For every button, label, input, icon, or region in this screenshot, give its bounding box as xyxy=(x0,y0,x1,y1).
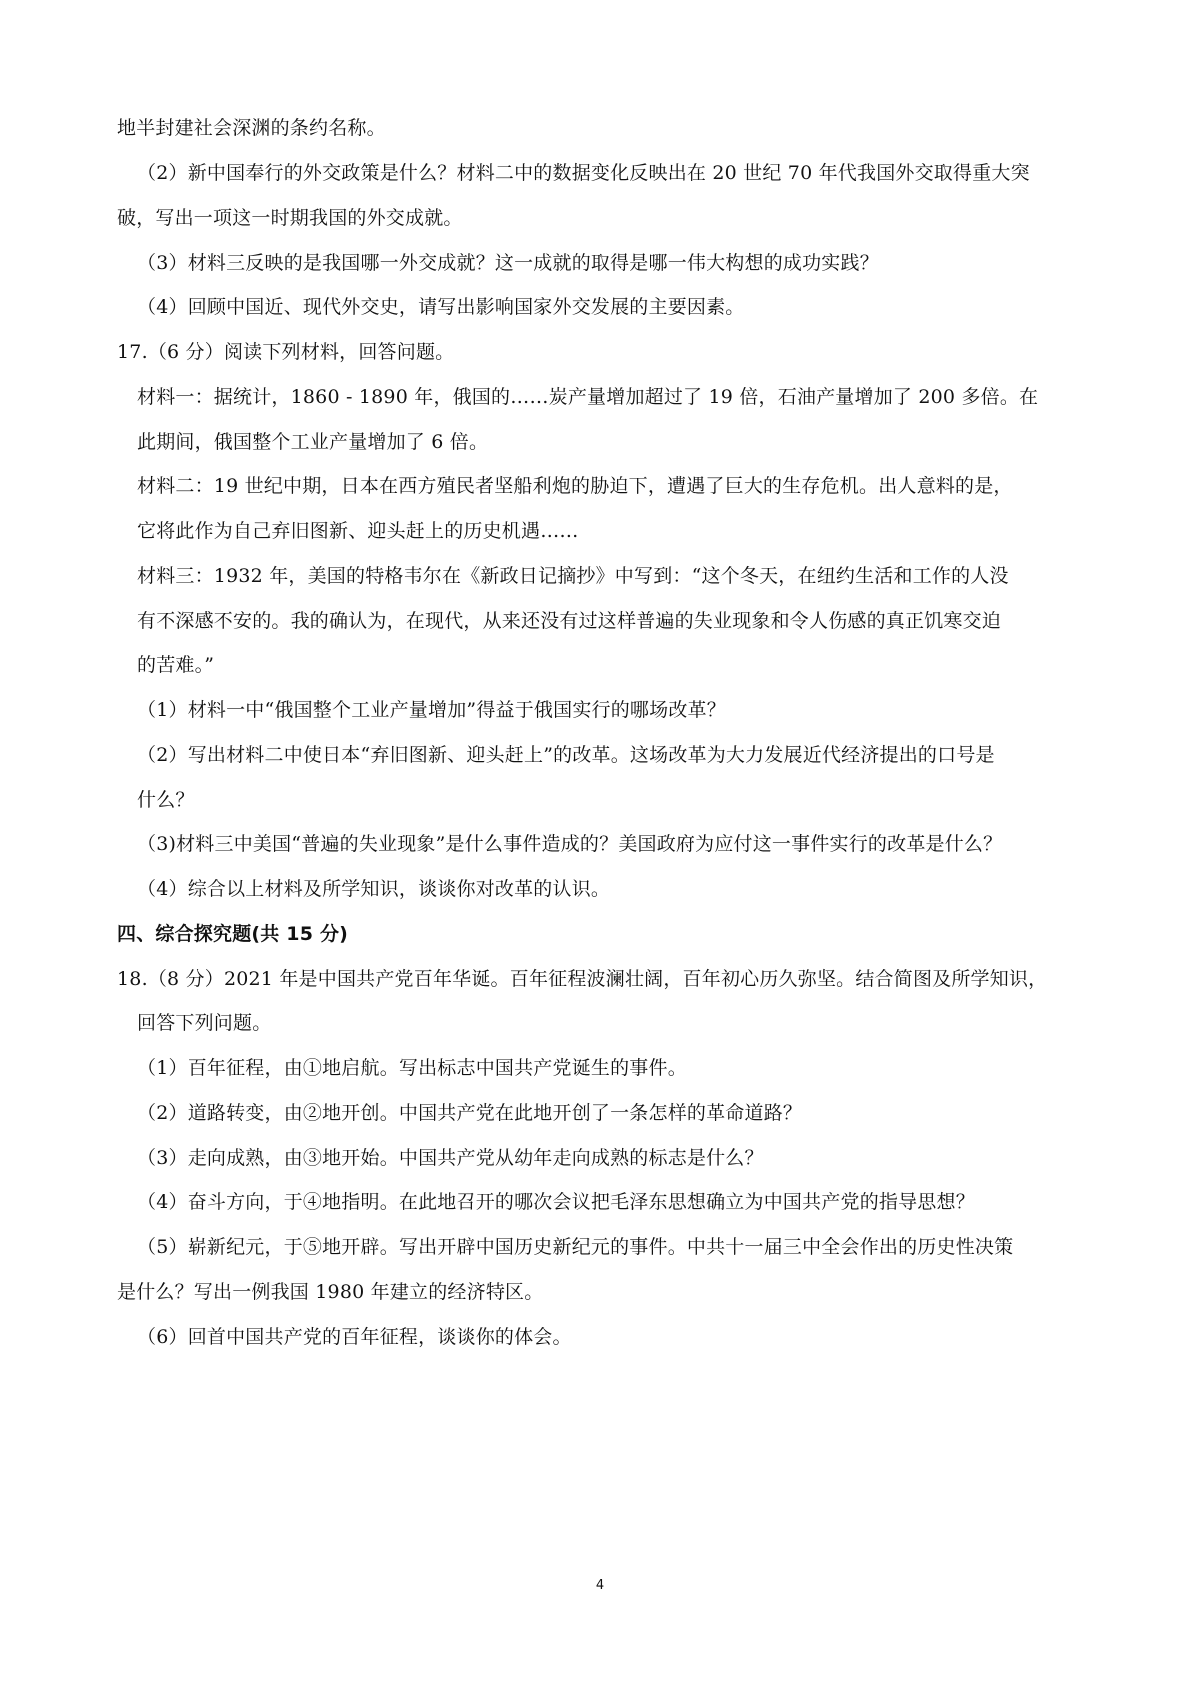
q17-sub2-line1: （2）写出材料二中使日本“弃旧图新、迎头赶上”的改革。这场改革为大力发展近代经济提出的口号是 xyxy=(137,744,995,766)
q17-sub3: （3)材料三中美国“普遍的失业现象”是什么事件造成的？美国政府为应付这一事件实行的改革是什么？ xyxy=(137,833,1003,855)
q17-material2-line2: 它将此作为自己弃旧图新、迎头赶上的历史机遇…… xyxy=(137,520,579,542)
q17-material3-line3: 的苦难。” xyxy=(137,654,215,676)
q17-material1-line2: 此期间，俄国整个工业产量增加了 6 倍。 xyxy=(137,431,489,453)
q16-sub3: （3）材料三反映的是我国哪一外交成就？这一成就的取得是哪一伟大构想的成功实践？ xyxy=(137,252,879,274)
q18-sub2: （2）道路转变，由②地开创。中国共产党在此地开创了一条怎样的革命道路？ xyxy=(137,1102,803,1124)
q17-material1-line1: 材料一：据统计，1860 - 1890 年，俄国的……炭产量增加超过了 19 倍，石油产量增加了 200 多倍。在 xyxy=(137,386,1039,408)
q18-sub4: （4）奋斗方向，于④地指明。在此地召开的哪次会议把毛泽东思想确立为中国共产党的指导思想？ xyxy=(137,1191,975,1213)
q18-sub5-line1: （5）崭新纪元，于⑤地开辟。写出开辟中国历史新纪元的事件。中共十一届三中全会作出的历史性决策 xyxy=(137,1236,1014,1258)
q16-material-line: 地半封建社会深渊的条约名称。 xyxy=(117,117,386,139)
q18-stem-line1: 18.（8 分）2021 年是中国共产党百年华诞。百年征程波澜壮阔，百年初心历久弥坚。结合简图及所学知识， xyxy=(117,968,1048,990)
q17-sub2-line2: 什么？ xyxy=(137,789,195,811)
q17-material3-line2: 有不深感不安的。我的确认为，在现代，从来还没有过这样普遍的失业现象和令人伤感的真正饥寒交迫 xyxy=(137,610,1002,632)
q16-sub2-line1: （2）新中国奉行的外交政策是什么？材料二中的数据变化反映出在 20 世纪 70 年代我国外交取得重大突 xyxy=(137,162,1030,184)
q17-sub4: （4）综合以上材料及所学知识，谈谈你对改革的认识。 xyxy=(137,878,611,900)
q16-sub4: （4）回顾中国近、现代外交史，请写出影响国家外交发展的主要因素。 xyxy=(137,296,745,318)
q17-material3-line1: 材料三：1932 年，美国的特格韦尔在《新政日记摘抄》中写到：“这个冬天，在纽约生活和工作的人没 xyxy=(137,565,1009,587)
q18-sub6: （6）回首中国共产党的百年征程，谈谈你的体会。 xyxy=(137,1326,572,1348)
q17-sub1: （1）材料一中“俄国整个工业产量增加”得益于俄国实行的哪场改革？ xyxy=(137,699,726,721)
section-heading: 四、综合探究题(共 15 分) xyxy=(117,923,349,945)
q18-stem-line2: 回答下列问题。 xyxy=(137,1012,272,1034)
q16-sub2-line2: 破，写出一项这一时期我国的外交成就。 xyxy=(117,207,463,229)
q17-stem: 17.（6 分）阅读下列材料，回答问题。 xyxy=(117,341,455,363)
q18-sub5-line2: 是什么？写出一例我国 1980 年建立的经济特区。 xyxy=(117,1281,544,1303)
page-number: 4 xyxy=(595,1578,605,1593)
q18-sub3: （3）走向成熟，由③地开始。中国共产党从幼年走向成熟的标志是什么？ xyxy=(137,1147,764,1169)
q18-sub1: （1）百年征程，由①地启航。写出标志中国共产党诞生的事件。 xyxy=(137,1057,687,1079)
q17-material2-line1: 材料二：19 世纪中期，日本在西方殖民者坚船利炮的胁迫下，遭遇了巨大的生存危机。出人意料的是， xyxy=(137,475,1013,497)
